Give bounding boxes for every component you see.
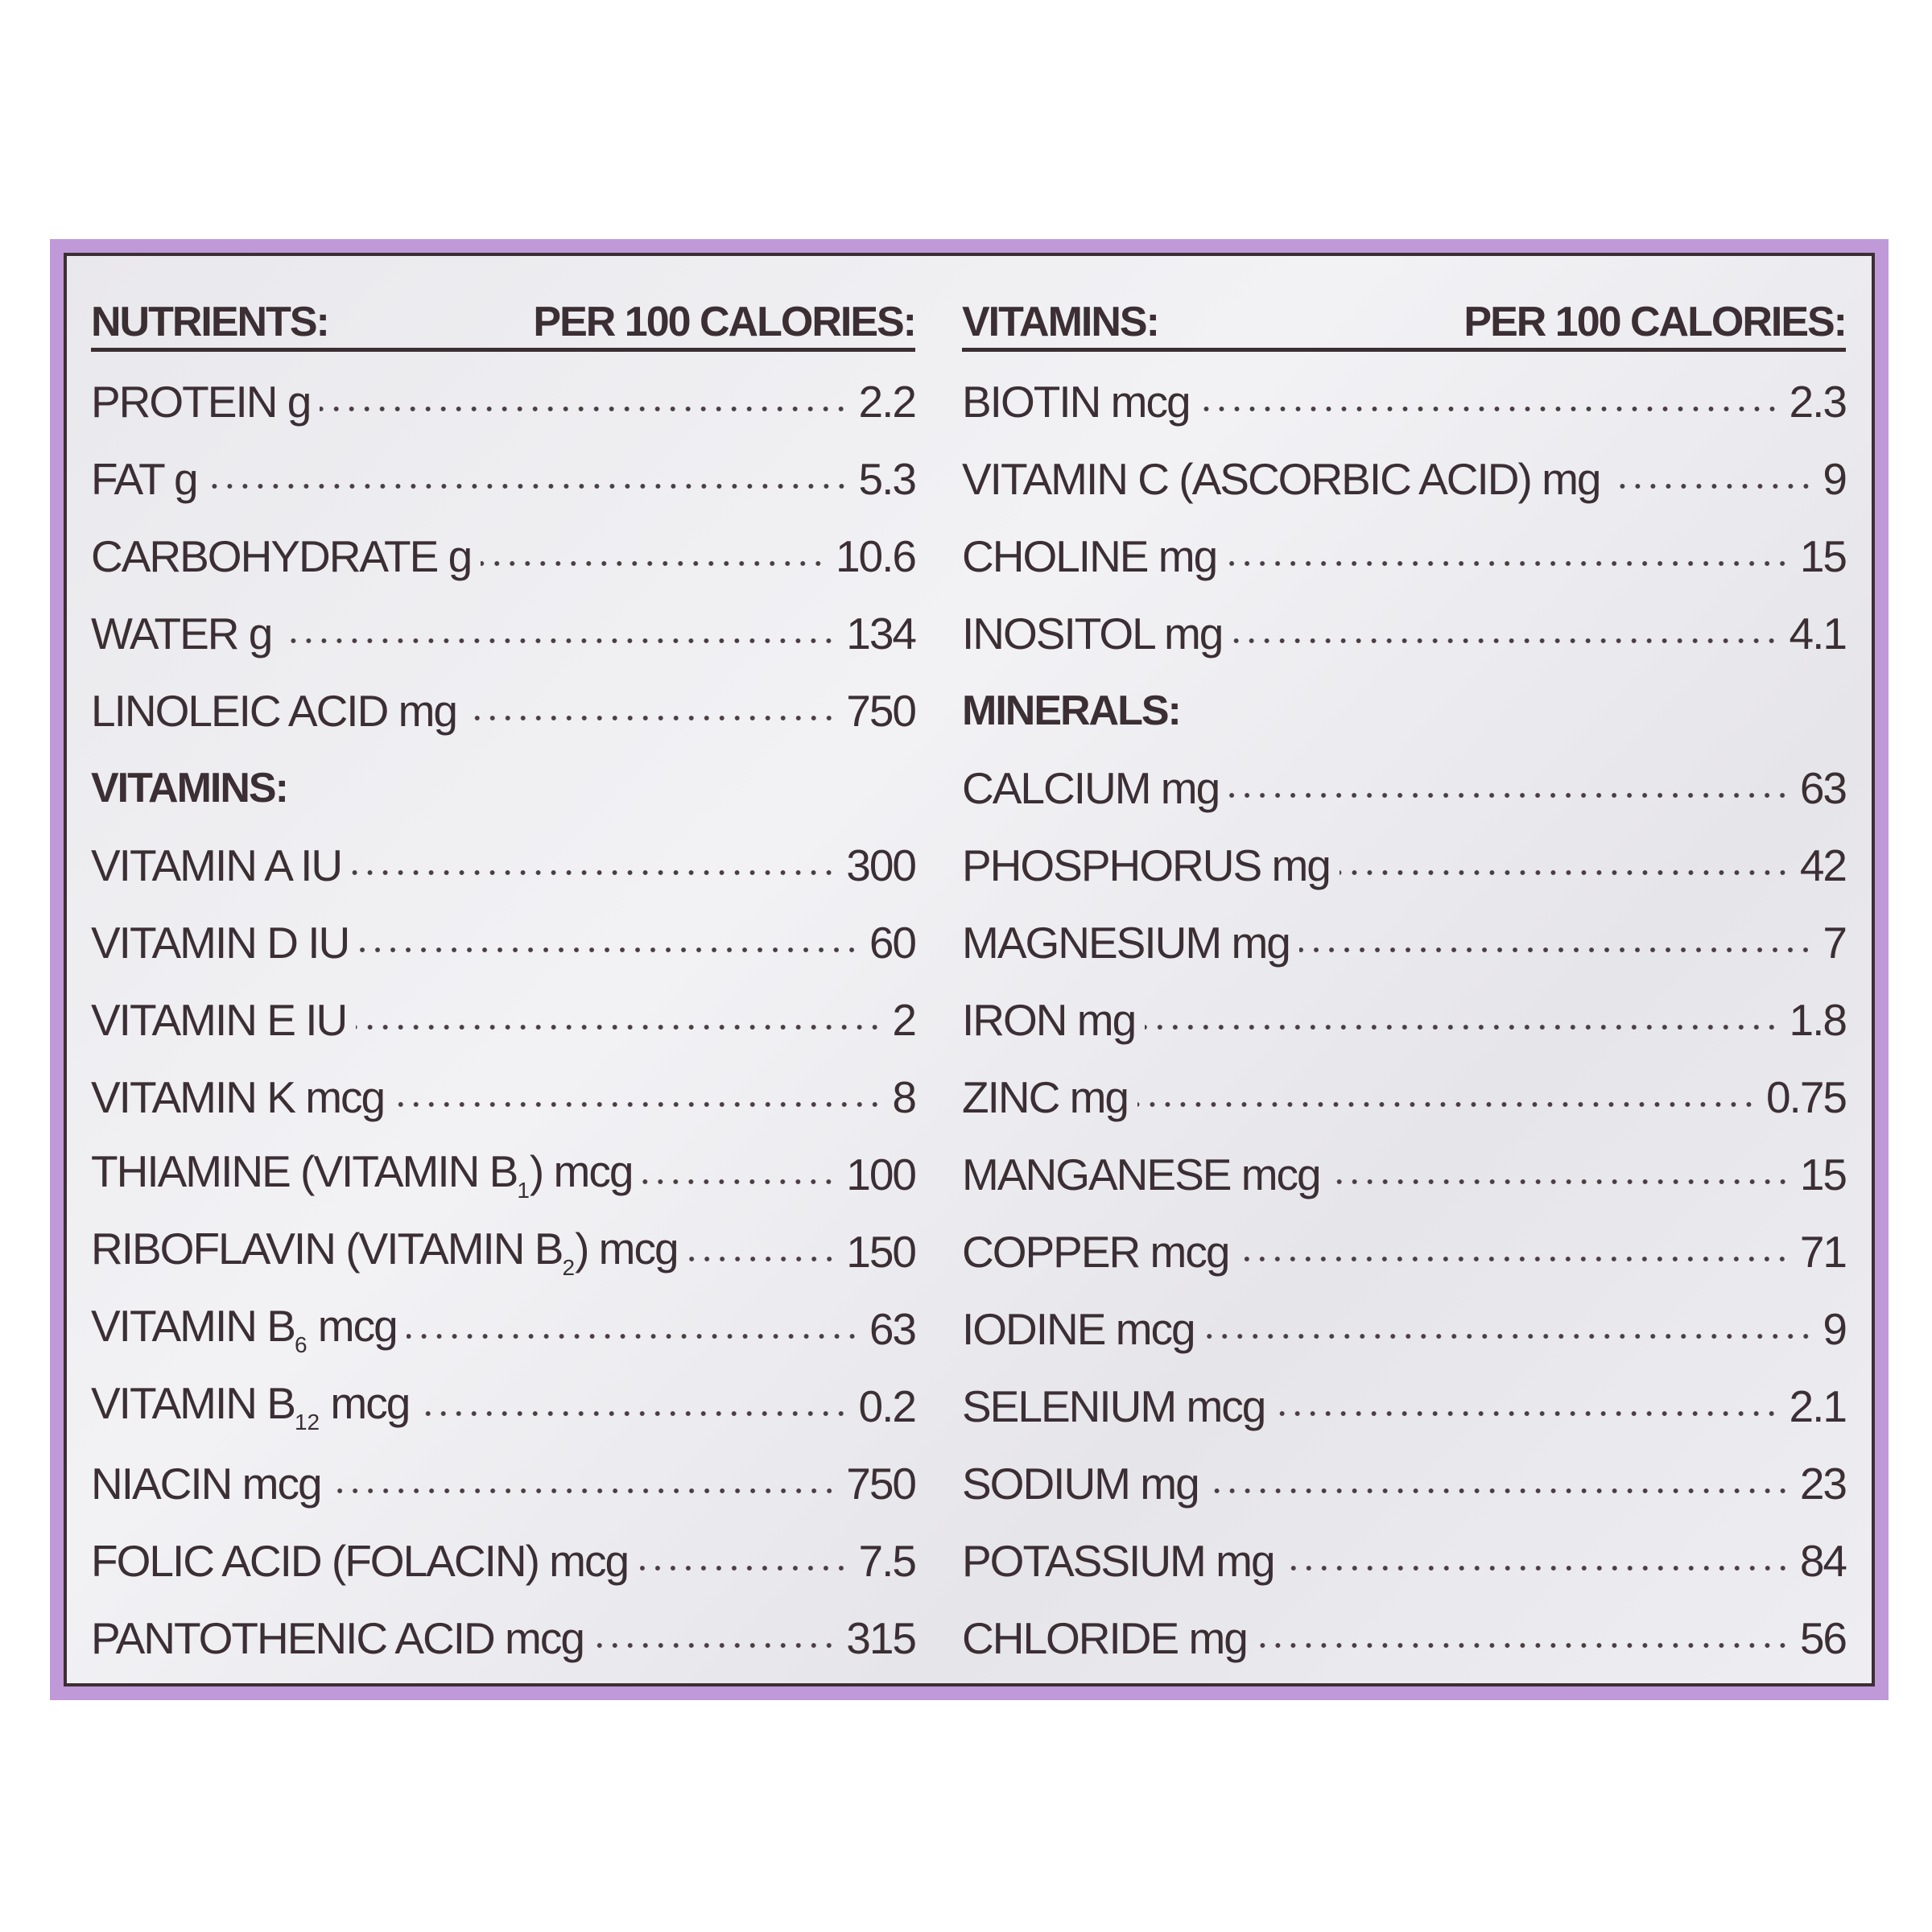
nutrient-label: FOLIC ACID (FOLACIN) mcg [91,1536,629,1586]
nutrient-label-subscript: 1 [517,1178,530,1203]
dot-leader [687,1255,837,1263]
nutrient-row [91,1522,915,1600]
nutrient-label: VITAMIN D IU [91,918,349,968]
dot-leader [407,1332,860,1340]
nutrient-value: 9 [1823,454,1846,504]
nutrient-value: 134 [846,609,915,658]
nutrient-value: 10.6 [835,531,915,581]
nutrient-row [962,749,1846,827]
nutrient-value: 5.3 [858,454,915,504]
nutrient-label-unit: mcg [320,1378,410,1428]
nutrient-value: 750 [846,686,915,736]
nutrient-value: 2.2 [858,377,915,427]
nutrients-header [91,293,915,352]
nutrient-value: 42 [1799,840,1846,890]
nutrient-label [91,1300,397,1358]
dot-leader [1226,559,1790,568]
nutrient-value: 0.2 [858,1381,915,1431]
nutrient-label: MAGNESIUM mg [962,918,1290,968]
nutrient-label-text: VITAMIN B [91,1378,295,1428]
dot-leader [638,1564,848,1572]
nutrient-row [962,1522,1846,1600]
dot-leader [1284,1564,1790,1572]
dot-leader [320,405,848,413]
per-100-calories-heading: PER 100 CALORIES: [533,299,915,345]
dot-leader [1208,1487,1790,1495]
dot-leader [1340,869,1790,877]
nutrient-row [962,1600,1846,1677]
nutrient-value: 100 [846,1150,915,1199]
nutrient-label-subscript: 2 [562,1255,576,1280]
nutrient-label: VITAMIN E IU [91,995,347,1045]
nutrient-row [91,1213,915,1290]
per-100-calories-heading-right: PER 100 CALORIES: [1463,299,1846,345]
nutrient-label-text: THIAMINE (VITAMIN B [91,1146,518,1196]
nutrient-value: 15 [1799,1150,1846,1199]
section-heading [91,749,915,827]
nutrient-row [962,1445,1846,1522]
nutrient-label: FAT g [91,454,197,504]
nutrient-value: 15 [1799,531,1846,581]
nutrient-value: 0.75 [1765,1072,1846,1122]
dot-leader [1228,791,1790,799]
dot-leader [394,1100,882,1108]
nutrient-label: IODINE mcg [962,1304,1195,1354]
nutrient-label-subscript: 6 [294,1332,308,1357]
dot-leader [1232,637,1779,645]
dot-leader [358,946,860,954]
dot-leader [1137,1100,1757,1108]
dot-leader [207,482,849,490]
nutrient-value: 60 [869,918,915,968]
dot-leader [642,1178,836,1186]
dot-leader [481,559,826,568]
nutrient-label [91,1377,409,1435]
dot-leader [1610,482,1814,490]
nutrient-row [91,595,915,672]
dot-leader [351,869,836,877]
nutrient-value: 750 [846,1459,915,1509]
nutrient-value: 63 [1799,763,1846,813]
nutrient-row [962,904,1846,981]
nutrient-value: 63 [869,1304,915,1354]
nutrient-value: 7.5 [858,1536,915,1586]
nutrient-label: ZINC mg [962,1072,1128,1122]
nutrient-label: POTASSIUM mg [962,1536,1274,1586]
nutrient-row [91,1290,915,1368]
nutrient-value: 23 [1799,1459,1846,1509]
nutrient-value: 8 [892,1072,915,1122]
section-label: MINERALS: [962,687,1180,734]
nutrient-label: MANGANESE mcg [962,1150,1320,1199]
vitamins-header [962,293,1846,352]
nutrient-label [91,1223,678,1281]
dot-leader [1145,1023,1779,1031]
nutrient-value: 7 [1823,918,1846,968]
nutrient-value: 315 [846,1613,915,1663]
nutrient-value: 2 [892,995,915,1045]
nutrient-label: CARBOHYDRATE g [91,531,472,581]
nutrient-row [962,1059,1846,1136]
label-frame [50,239,1889,1700]
nutrient-row [91,1059,915,1136]
nutrient-label [91,1146,632,1203]
nutrient-row [962,1290,1846,1368]
nutrient-label: NIACIN mcg [91,1459,321,1509]
nutrient-row [91,981,915,1059]
nutrient-label-unit: ) mcg [529,1146,633,1196]
nutrient-row [91,1445,915,1522]
nutrient-label-unit: ) mcg [575,1224,678,1274]
nutrient-label-unit: mcg [307,1301,397,1351]
nutrient-label: IRON mg [962,995,1136,1045]
nutrient-label: SODIUM mg [962,1459,1199,1509]
dot-leader [356,1023,882,1031]
nutrient-row [91,672,915,749]
nutrient-row [962,363,1846,440]
nutrient-label: INOSITOL mg [962,609,1223,658]
nutrient-value: 1.8 [1789,995,1846,1045]
nutrient-label: VITAMIN C (ASCORBIC ACID) mg [962,454,1600,504]
dot-leader [593,1641,836,1649]
nutrient-label: COPPER mcg [962,1227,1229,1277]
dot-leader [1204,1332,1814,1340]
nutrient-row [962,518,1846,595]
nutrient-label-subscript: 12 [294,1410,320,1435]
dot-leader [1274,1410,1779,1418]
vitamins-heading: VITAMINS: [962,299,1158,345]
nutrient-label: WATER g [91,609,272,658]
nutrient-label: VITAMIN K mcg [91,1072,385,1122]
nutrient-row [962,827,1846,904]
nutrient-value: 84 [1799,1536,1846,1586]
nutrient-row [91,1136,915,1213]
nutrient-label: LINOLEIC ACID mg [91,686,456,736]
section-heading [962,672,1846,749]
nutrient-label: SELENIUM mcg [962,1381,1265,1431]
nutrients-heading: NUTRIENTS: [91,299,328,345]
nutrient-label: VITAMIN A IU [91,840,342,890]
nutrient-row [962,1368,1846,1445]
dot-leader [1199,405,1780,413]
dot-leader [1238,1255,1790,1263]
nutrient-value: 71 [1799,1227,1846,1277]
nutrition-panel [64,253,1875,1686]
nutrient-row [91,904,915,981]
section-label: VITAMINS: [91,765,287,811]
nutrient-value: 300 [846,840,915,890]
dot-leader [1257,1641,1790,1649]
dot-leader [419,1410,848,1418]
nutrient-label: CHLORIDE mg [962,1613,1247,1663]
nutrient-label: PHOSPHORUS mg [962,840,1330,890]
nutrient-label: PROTEIN g [91,377,311,427]
dot-leader [1299,946,1814,954]
nutrient-value: 2.1 [1789,1381,1846,1431]
nutrient-label-text: VITAMIN B [91,1301,295,1351]
nutrient-label: CHOLINE mg [962,531,1217,581]
nutrient-row [962,595,1846,672]
nutrient-row [91,1368,915,1445]
nutrient-row [91,440,915,518]
nutrient-label: CALCIUM mg [962,763,1220,813]
nutrient-row [91,1600,915,1677]
nutrient-label-text: RIBOFLAVIN (VITAMIN B [91,1224,563,1274]
nutrient-row [962,981,1846,1059]
nutrient-value: 4.1 [1789,609,1846,658]
nutrient-row [962,440,1846,518]
dot-leader [281,637,836,645]
dot-leader [466,714,836,722]
nutrient-value: 9 [1823,1304,1846,1354]
nutrient-row [91,518,915,595]
nutrient-row [962,1136,1846,1213]
nutrient-label: PANTOTHENIC ACID mcg [91,1613,584,1663]
nutrient-row [91,827,915,904]
nutrient-row [962,1213,1846,1290]
nutrient-value: 150 [846,1227,915,1277]
nutrient-value: 56 [1799,1613,1846,1663]
nutrient-value: 2.3 [1789,377,1846,427]
nutrient-label: BIOTIN mcg [962,377,1190,427]
dot-leader [331,1487,837,1495]
nutrient-row [91,363,915,440]
dot-leader [1330,1178,1790,1186]
